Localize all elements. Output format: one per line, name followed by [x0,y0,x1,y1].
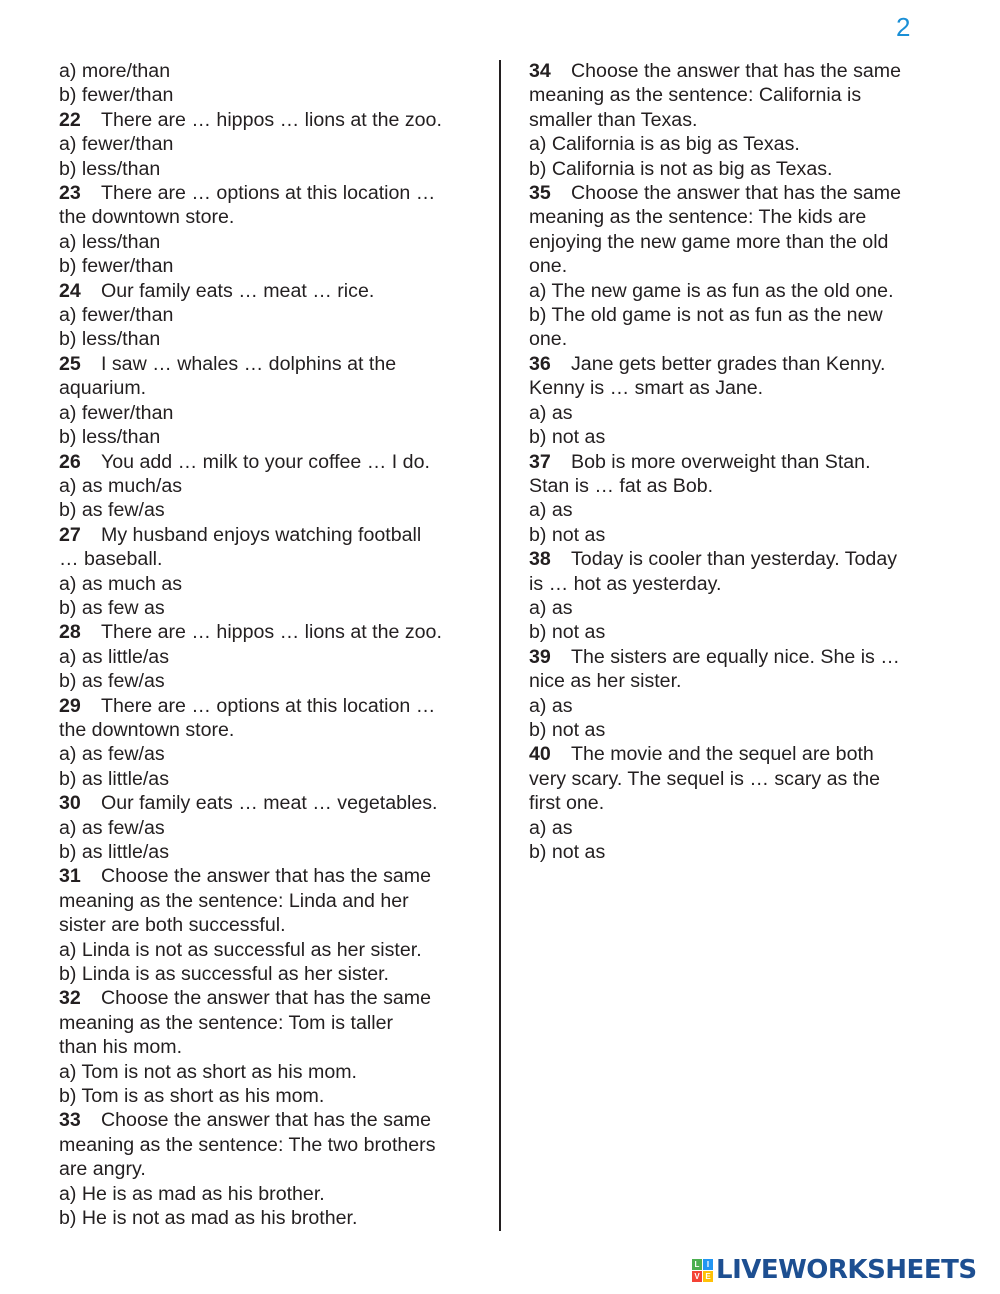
line-text: meaning as the sentence: Tom is taller [59,1011,394,1034]
text-line [59,742,489,766]
page-number: 2 [896,12,911,42]
text-line [59,962,489,986]
line-text: The movie and the sequel are both [571,743,874,766]
column-divider [499,60,501,1231]
text-line [59,938,489,962]
line-text: b) as few/as [59,670,165,693]
question-line [529,450,949,474]
text-line [59,376,489,400]
text-line [529,401,949,425]
line-text: a) The new game is as fun as the old one. [529,279,894,302]
question-number: 24 [59,279,81,302]
line-text: the downtown store. [59,718,235,741]
line-text: Jane gets better grades than Kenny. [571,352,886,375]
line-text: Choose the answer that has the same [101,987,432,1010]
line-text: b) The old game is not as fun as the new [529,304,883,327]
text-line [59,1182,489,1206]
question-line [59,279,489,303]
text-line [59,474,489,498]
question-number: 29 [59,694,81,717]
question-line [529,59,949,83]
line-text: b) Linda is as successful as her sister. [59,963,389,986]
line-text: There are … hippos … lions at the zoo. [101,108,442,131]
text-line [59,132,489,156]
question-number: 26 [59,450,81,473]
question-line [59,352,489,376]
line-text: b) less/than [59,426,161,449]
line-text: b) He is not as mad as his brother. [59,1207,358,1230]
line-text: a) more/than [59,60,171,82]
logo-tile: L [692,1259,702,1270]
line-text: a) as [529,816,573,839]
text-line [59,1133,489,1157]
text-line [59,254,489,278]
text-line [59,767,489,791]
line-text: than his mom. [59,1036,183,1059]
question-number: 33 [59,1109,81,1132]
line-text: There are … options at this location … [101,182,436,205]
question-line [59,523,489,547]
line-text: b) as few as [59,596,165,619]
line-text: b) not as [529,841,606,863]
logo-tile: E [703,1271,713,1282]
left-column [59,59,489,1231]
question-number: 34 [529,60,551,82]
text-line [59,718,489,742]
line-text: b) California is not as big as Texas. [529,157,833,180]
text-line [59,205,489,229]
line-text: b) as few/as [59,499,165,522]
line-text: one. [529,255,568,278]
question-number: 30 [59,792,81,815]
text-line [529,816,949,840]
line-text: b) Tom is as short as his mom. [59,1085,325,1108]
line-text: b) not as [529,718,606,741]
line-text: meaning as the sentence: The kids are [529,206,867,229]
question-number: 35 [529,182,551,205]
line-text: a) as [529,596,573,619]
text-line [59,1011,489,1035]
line-text: a) as little/as [59,645,169,668]
line-text: a) as much as [59,572,183,595]
line-text: nice as her sister. [529,670,682,693]
line-text: b) less/than [59,328,161,351]
question-number: 36 [529,352,551,375]
question-line [59,864,489,888]
question-line [529,742,949,766]
text-line [59,1084,489,1108]
question-line [59,1108,489,1132]
question-number: 31 [59,865,81,888]
question-number: 39 [529,645,551,668]
logo-tile: I [703,1259,713,1270]
text-line [529,83,949,107]
text-line [529,596,949,620]
text-line [59,401,489,425]
line-text: b) fewer/than [59,255,174,278]
text-line [529,157,949,181]
line-text: … baseball. [59,548,163,571]
text-line [529,669,949,693]
text-line [529,425,949,449]
question-number: 25 [59,352,81,375]
line-text: Kenny is … smart as Jane. [529,377,764,400]
line-text: a) Linda is not as successful as her sister. [59,938,422,961]
question-number: 37 [529,450,551,473]
line-text: first one. [529,792,605,815]
line-text: enjoying the new game more than the old [529,230,889,253]
question-number: 23 [59,182,81,205]
question-line [59,620,489,644]
text-line [529,132,949,156]
brand-name: LIVEWORKSHEETS [716,1255,977,1285]
text-line [59,425,489,449]
line-text: aquarium. [59,377,147,400]
line-text: a) as much/as [59,474,183,497]
text-line [59,572,489,596]
liveworksheets-logo-icon [692,1259,713,1282]
text-line [529,572,949,596]
question-line [59,791,489,815]
text-line [59,230,489,254]
line-text: meaning as the sentence: Linda and her [59,889,409,912]
text-line [59,327,489,351]
line-text: a) as few/as [59,816,165,839]
line-text: a) fewer/than [59,304,174,327]
text-line [529,620,949,644]
line-text: sister are both successful. [59,914,286,937]
text-line [529,840,949,864]
text-line [529,791,949,815]
question-number: 22 [59,108,81,131]
text-line [529,718,949,742]
line-text: a) California is as big as Texas. [529,133,800,156]
right-column [529,59,949,864]
question-line [59,694,489,718]
text-line [529,767,949,791]
text-line [529,694,949,718]
text-line [59,596,489,620]
line-text: There are … hippos … lions at the zoo. [101,621,442,644]
line-text: b) less/than [59,157,161,180]
logo-tile: V [692,1271,702,1282]
question-line [529,547,949,571]
text-line [529,523,949,547]
line-text: There are … options at this location … [101,694,436,717]
line-text: the downtown store. [59,206,235,229]
line-text: b) not as [529,426,606,449]
text-line [59,645,489,669]
text-line [59,816,489,840]
question-number: 27 [59,523,81,546]
line-text: b) not as [529,621,606,644]
liveworksheets-logo [692,1254,977,1286]
question-line [59,450,489,474]
text-line [529,498,949,522]
line-text: a) as few/as [59,743,165,766]
line-text: a) He is as mad as his brother. [59,1182,325,1205]
question-line [529,352,949,376]
text-line [59,83,489,107]
text-line [529,108,949,132]
line-text: is … hot as yesterday. [529,572,722,595]
line-text: smaller than Texas. [529,108,698,131]
text-line [59,303,489,327]
text-line [59,840,489,864]
question-number: 32 [59,987,81,1010]
line-text: very scary. The sequel is … scary as the [529,767,881,790]
line-text: a) Tom is not as short as his mom. [59,1060,358,1083]
question-line [59,986,489,1010]
question-line [59,181,489,205]
text-line [59,1206,489,1230]
line-text: Our family eats … meat … rice. [101,279,375,302]
text-line [529,230,949,254]
text-line [59,1157,489,1181]
text-line [529,327,949,351]
line-text: a) as [529,401,573,424]
text-line [59,669,489,693]
text-line [59,1060,489,1084]
line-text: My husband enjoys watching football [101,523,422,546]
question-number: 38 [529,548,551,571]
line-text: a) as [529,499,573,522]
line-text: The sisters are equally nice. She is … [571,645,900,668]
text-line [529,303,949,327]
question-line [529,645,949,669]
line-text: b) fewer/than [59,84,174,107]
line-text: a) fewer/than [59,401,174,424]
text-line [59,547,489,571]
line-text: a) fewer/than [59,133,174,156]
question-number: 40 [529,743,551,766]
line-text: Stan is … fat as Bob. [529,474,714,497]
line-text: I saw … whales … dolphins at the [101,352,397,375]
line-text: b) as little/as [59,767,169,790]
text-line [59,498,489,522]
text-line [529,474,949,498]
question-line [59,108,489,132]
line-text: b) as little/as [59,841,169,863]
text-line [529,279,949,303]
text-line [59,59,489,83]
text-line [59,1035,489,1059]
line-text: Choose the answer that has the same [571,60,902,82]
line-text: a) less/than [59,230,161,253]
text-line [59,913,489,937]
line-text: Choose the answer that has the same [101,1109,432,1132]
line-text: Our family eats … meat … vegetables. [101,792,438,815]
question-line [529,181,949,205]
line-text: Choose the answer that has the same [571,182,902,205]
line-text: are angry. [59,1158,146,1181]
line-text: You add … milk to your coffee … I do. [101,450,430,473]
line-text: meaning as the sentence: California is [529,84,862,107]
line-text: one. [529,328,568,351]
text-line [59,157,489,181]
line-text: Today is cooler than yesterday. Today [571,548,898,571]
text-line [529,376,949,400]
text-line [529,254,949,278]
text-line [529,205,949,229]
question-number: 28 [59,621,81,644]
line-text: b) not as [529,523,606,546]
line-text: a) as [529,694,573,717]
text-line [59,889,489,913]
line-text: meaning as the sentence: The two brothers [59,1133,436,1156]
line-text: Bob is more overweight than Stan. [571,450,871,473]
line-text: Choose the answer that has the same [101,865,432,888]
